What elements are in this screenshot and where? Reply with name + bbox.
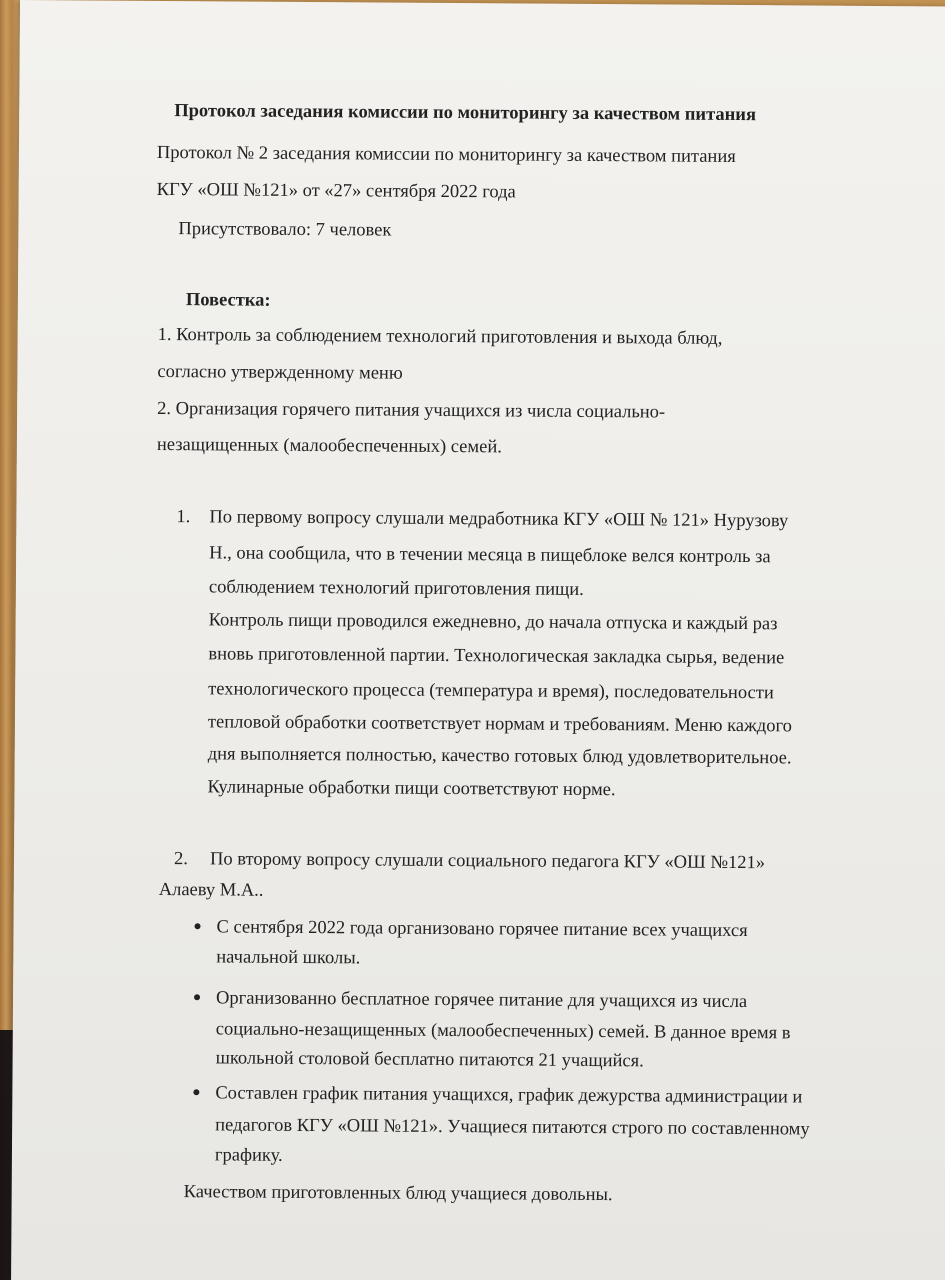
bullet-line: школьной столовой бесплатно питаются 21 учащийся.	[215, 1048, 644, 1072]
bullet-line: социально-незащищенных (малообеспеченных) семей. В данное время в	[215, 1019, 791, 1044]
bullet-icon	[195, 923, 201, 929]
closing-statement: Качеством приготовленных блюд учащиеся довольны.	[183, 1182, 613, 1206]
agenda-line: 2. Организация горячего питания учащихся из числа социально-	[157, 398, 666, 423]
bullet-line: С сентября 2022 года организовано горячее питание всех учащихся	[216, 917, 748, 942]
bullet-line: Составлен график питания учащихся, график дежурства администрации и	[215, 1083, 803, 1108]
agenda-line: незащищенных (малообеспеченных) семей.	[156, 434, 502, 458]
item1-line: тепловой обработки соответствует нормам и требованиям. Меню каждого	[207, 712, 792, 737]
attendance: Присутствовало: 7 человек	[178, 219, 392, 241]
document-heading: Протокол заседания комиссии по мониторингу за качеством питания	[174, 101, 757, 126]
item1-line: вновь приготовленной партии. Технологическая закладка сырья, ведение	[208, 644, 785, 669]
agenda-line: согласно утвержденному меню	[157, 361, 403, 384]
bullet-line: педагогов КГУ «ОШ №121». Учащиеся питаются строго по составленному	[215, 1115, 810, 1140]
protocol-subtitle-line2: КГУ «ОШ №121» от «27» сентября 2022 года	[156, 179, 516, 203]
bullet-icon	[193, 1089, 199, 1095]
bullet-line: начальной школы.	[216, 947, 361, 969]
item1-line: Кулинарные обработки пищи соответствуют норме.	[207, 777, 616, 801]
document-page	[11, 0, 945, 1280]
item2-number: 2.	[173, 849, 188, 870]
item1-line: дня выполняется полностью, качество готовых блюд удовлетворительное.	[207, 744, 792, 769]
item2-line: По второму вопросу слушали социального педагога КГУ «ОШ №121»	[209, 849, 766, 874]
item1-number: 1.	[176, 507, 191, 528]
item2-line: Алаеву М.А..	[158, 879, 264, 901]
bullet-line: графику.	[214, 1145, 283, 1166]
bullet-icon	[194, 994, 200, 1000]
item1-line: Н., она сообщила, что в течении месяца в пищеблоке велся контроль за	[209, 543, 771, 568]
item1-line: Контроль пищи проводился ежедневно, до начала отпуска и каждый раз	[208, 610, 778, 635]
item1-line: соблюдением технологий приготовления пищи.	[208, 577, 584, 600]
bullet-line: Организованно бесплатное горячее питание для учащихся из числа	[215, 988, 748, 1013]
agenda-title: Повестка:	[185, 290, 271, 311]
protocol-subtitle-line1: Протокол № 2 заседания комиссии по мониторингу за качеством питания	[156, 142, 736, 168]
item1-line: По первому вопросу слушали медработника КГУ «ОШ № 121» Нурузову	[209, 507, 789, 532]
agenda-line: 1. Контроль за соблюдением технологий приготовления и выхода блюд,	[157, 324, 723, 349]
item1-line: технологического процесса (температура и время), последовательности	[208, 679, 774, 704]
